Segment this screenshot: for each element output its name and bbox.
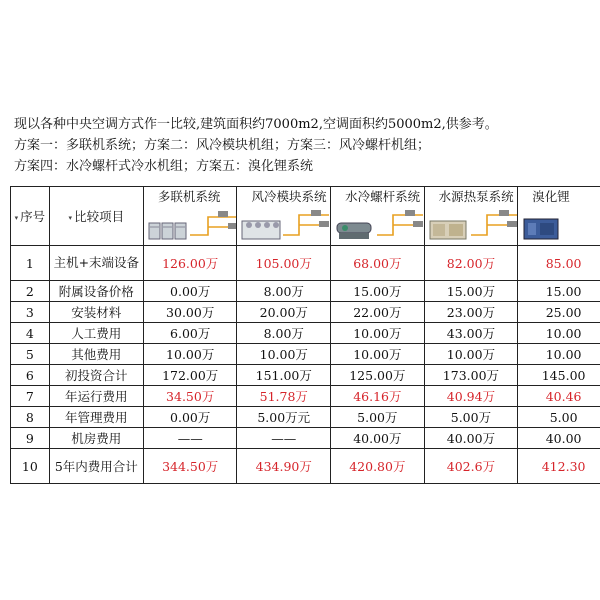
- row-value: 46.16万: [331, 386, 425, 407]
- pipe-diagram-icon: [469, 209, 518, 239]
- intro-line-1: 现以各种中央空调方式作一比较,建筑面积约7000m2,空调面积约5000m2,供参考。: [14, 117, 498, 132]
- row-value: 85.00: [518, 246, 600, 281]
- row-item: 5年内费用合计: [49, 449, 143, 484]
- row-value: 0.00万: [143, 281, 237, 302]
- row-value: 6.00万: [143, 323, 237, 344]
- row-value: ——: [237, 428, 331, 449]
- table-row: [11, 302, 600, 323]
- header-option-2: [237, 187, 331, 246]
- table-row: [11, 344, 600, 365]
- row-value: 8.00万: [237, 323, 331, 344]
- row-value: 5.00万: [331, 407, 425, 428]
- row-value: 126.00万: [143, 246, 237, 281]
- water-cooled-screw-chiller-image: [335, 215, 375, 241]
- table-header-row: [11, 187, 600, 246]
- pipe-diagram-icon: [188, 209, 237, 239]
- row-value: 172.00万: [143, 365, 237, 386]
- table-row: [11, 323, 600, 344]
- row-no: 10: [11, 449, 50, 484]
- lithium-bromide-unit-image: [522, 215, 562, 241]
- row-value: 5.00万元: [237, 407, 331, 428]
- row-value: 40.00万: [424, 428, 518, 449]
- header-option-3-label: 水冷螺杆系统: [345, 189, 421, 204]
- row-value: 40.00: [518, 428, 600, 449]
- row-value: 0.00万: [143, 407, 237, 428]
- row-value: 145.00: [518, 365, 600, 386]
- row-value: 10.00万: [143, 344, 237, 365]
- table-row: [11, 365, 600, 386]
- row-value: 151.00万: [237, 365, 331, 386]
- row-value: 34.50万: [143, 386, 237, 407]
- table-row: [11, 449, 600, 484]
- row-no: 3: [11, 302, 50, 323]
- pipe-diagram-icon: [375, 209, 424, 239]
- intro-line-3: 方案四：水冷螺杆式冷水机组；方案五：溴化锂系统: [14, 159, 314, 174]
- row-item: 年运行费用: [49, 386, 143, 407]
- row-value: 40.46: [518, 386, 600, 407]
- header-no-label: 序号: [20, 209, 46, 224]
- table-row: [11, 428, 600, 449]
- row-value: 10.00万: [331, 344, 425, 365]
- header-option-4-label: 水源热泵系统: [438, 189, 514, 204]
- row-value: 402.6万: [424, 449, 518, 484]
- row-no: 7: [11, 386, 50, 407]
- row-value: 68.00万: [331, 246, 425, 281]
- header-item-label: 比较项目: [74, 209, 125, 224]
- water-source-heat-pump-image: [429, 215, 469, 241]
- row-value: 434.90万: [237, 449, 331, 484]
- header-item: [49, 187, 143, 246]
- header-option-3: [331, 187, 425, 246]
- row-value: 10.00: [518, 344, 600, 365]
- row-value: 15.00万: [424, 281, 518, 302]
- table-row: [11, 281, 600, 302]
- intro-text: [14, 114, 498, 177]
- row-item: 安装材料: [49, 302, 143, 323]
- row-value: 10.00万: [424, 344, 518, 365]
- row-item: 初投资合计: [49, 365, 143, 386]
- row-value: 15.00: [518, 281, 600, 302]
- row-value: 30.00万: [143, 302, 237, 323]
- row-value: ——: [143, 428, 237, 449]
- comparison-table-wrapper: [10, 186, 600, 484]
- row-value: 125.00万: [331, 365, 425, 386]
- row-value: 40.00万: [331, 428, 425, 449]
- row-no: 2: [11, 281, 50, 302]
- header-option-1-label: 多联机系统: [157, 189, 221, 204]
- header-option-5-label: 溴化锂: [532, 189, 570, 204]
- header-no: [11, 187, 50, 246]
- row-value: 10.00万: [237, 344, 331, 365]
- row-value: 22.00万: [331, 302, 425, 323]
- row-value: 40.94万: [424, 386, 518, 407]
- row-item: 机房费用: [49, 428, 143, 449]
- table-row: [11, 407, 600, 428]
- row-value: 105.00万: [237, 246, 331, 281]
- row-no: 6: [11, 365, 50, 386]
- row-value: 412.30: [518, 449, 600, 484]
- row-no: 9: [11, 428, 50, 449]
- row-value: 20.00万: [237, 302, 331, 323]
- multi-split-unit-image: [148, 215, 188, 241]
- triangle-marker-icon: ▾: [68, 213, 73, 222]
- air-cooled-module-image: [241, 215, 281, 241]
- row-value: 51.78万: [237, 386, 331, 407]
- table-row: [11, 246, 600, 281]
- row-value: 82.00万: [424, 246, 518, 281]
- header-option-1: [143, 187, 237, 246]
- row-value: 420.80万: [331, 449, 425, 484]
- pipe-diagram-icon: [281, 209, 330, 239]
- row-value: 43.00万: [424, 323, 518, 344]
- row-value: 5.00: [518, 407, 600, 428]
- row-value: 344.50万: [143, 449, 237, 484]
- triangle-marker-icon: ▾: [14, 213, 19, 222]
- row-value: 8.00万: [237, 281, 331, 302]
- header-option-4: [424, 187, 518, 246]
- row-item: 年管理费用: [49, 407, 143, 428]
- header-option-5: [518, 187, 600, 246]
- row-no: 1: [11, 246, 50, 281]
- row-value: 173.00万: [424, 365, 518, 386]
- table-row: [11, 386, 600, 407]
- row-value: 10.00万: [331, 323, 425, 344]
- row-no: 8: [11, 407, 50, 428]
- row-item: 人工费用: [49, 323, 143, 344]
- row-item: 其他费用: [49, 344, 143, 365]
- row-item: 附属设备价格: [49, 281, 143, 302]
- comparison-table: [10, 186, 600, 484]
- row-value: 15.00万: [331, 281, 425, 302]
- row-no: 4: [11, 323, 50, 344]
- row-value: 10.00: [518, 323, 600, 344]
- row-value: 23.00万: [424, 302, 518, 323]
- row-value: 5.00万: [424, 407, 518, 428]
- row-item: 主机+末端设备: [49, 246, 143, 281]
- row-no: 5: [11, 344, 50, 365]
- row-value: 25.00: [518, 302, 600, 323]
- header-option-2-label: 风冷模块系统: [251, 189, 327, 204]
- intro-line-2: 方案一：多联机系统；方案二：风冷模块机组；方案三：风冷螺杆机组；: [14, 138, 431, 153]
